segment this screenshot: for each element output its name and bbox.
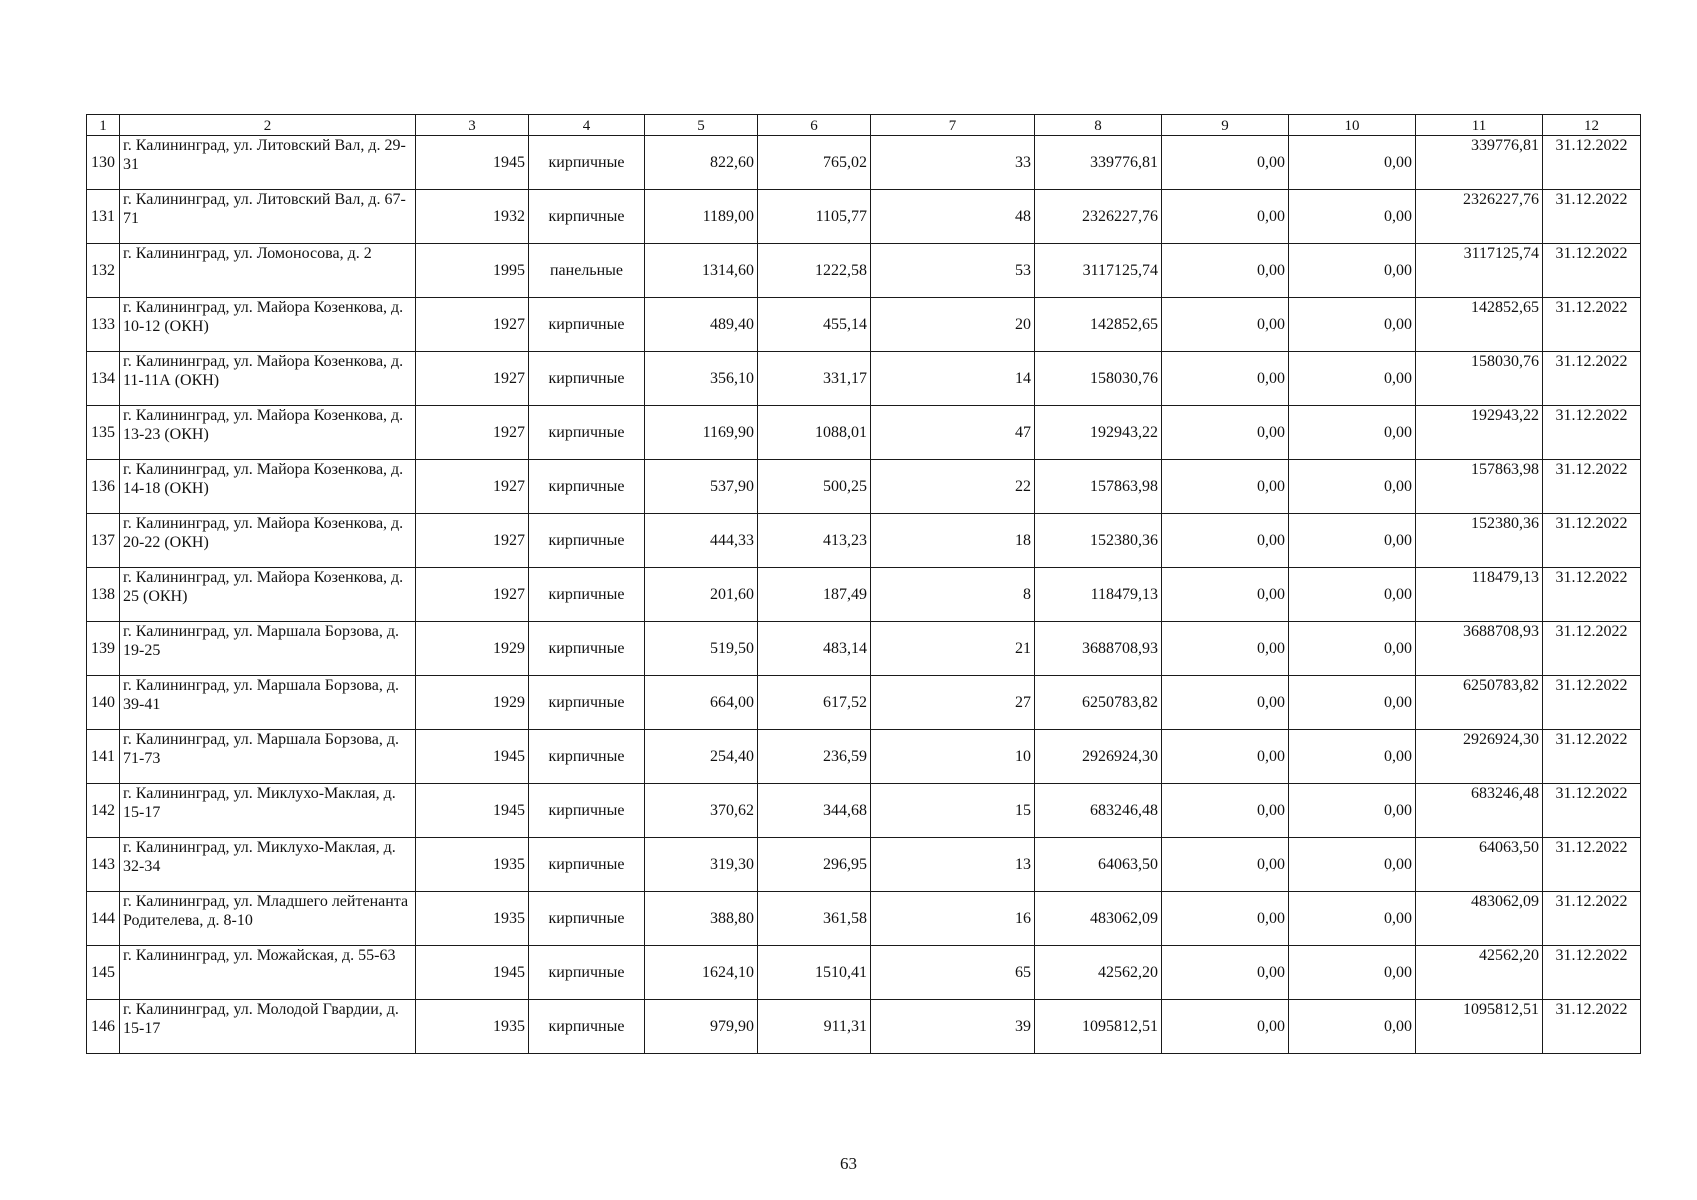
column-header-12: 12: [1543, 115, 1641, 136]
column-6-cell: 361,58: [758, 892, 871, 946]
column-9-cell: 0,00: [1162, 730, 1289, 784]
table-row: [87, 622, 1641, 676]
column-6-cell: 765,02: [758, 136, 871, 190]
column-7-cell: 48: [871, 190, 1035, 244]
column-6-cell: 1222,58: [758, 244, 871, 298]
column-9-cell: 0,00: [1162, 784, 1289, 838]
column-5-cell: 370,62: [645, 784, 758, 838]
column-5-cell: 254,40: [645, 730, 758, 784]
wall-material-cell: кирпичные: [529, 622, 645, 676]
column-10-cell: 0,00: [1289, 514, 1416, 568]
column-11-cell: 1095812,51: [1416, 1000, 1543, 1054]
address-cell: г. Калининград, ул. Майора Козенкова, д. 13-23 (ОКН): [120, 406, 416, 460]
row-number-cell: 138: [87, 568, 120, 622]
column-6-cell: 236,59: [758, 730, 871, 784]
row-number-cell: 142: [87, 784, 120, 838]
column-8-cell: 3688708,93: [1035, 622, 1162, 676]
column-8-cell: 118479,13: [1035, 568, 1162, 622]
row-number-cell: 137: [87, 514, 120, 568]
column-5-cell: 319,30: [645, 838, 758, 892]
column-6-cell: 1105,77: [758, 190, 871, 244]
column-7-cell: 8: [871, 568, 1035, 622]
table-row: [87, 1000, 1641, 1054]
completion-date-cell: 31.12.2022: [1543, 190, 1641, 244]
column-header-1: 1: [87, 115, 120, 136]
address-cell: г. Калининград, ул. Ломоносова, д. 2: [120, 244, 416, 298]
column-7-cell: 53: [871, 244, 1035, 298]
completion-date-cell: 31.12.2022: [1543, 568, 1641, 622]
wall-material-cell: кирпичные: [529, 838, 645, 892]
column-header-8: 8: [1035, 115, 1162, 136]
wall-material-cell: кирпичные: [529, 298, 645, 352]
completion-date-cell: 31.12.2022: [1543, 784, 1641, 838]
wall-material-cell: кирпичные: [529, 568, 645, 622]
column-11-cell: 3117125,74: [1416, 244, 1543, 298]
completion-date-cell: 31.12.2022: [1543, 1000, 1641, 1054]
column-6-cell: 1510,41: [758, 946, 871, 1000]
construction-year-cell: 1927: [416, 352, 529, 406]
address-cell: г. Калининград, ул. Майора Козенкова, д. 14-18 (ОКН): [120, 460, 416, 514]
column-6-cell: 617,52: [758, 676, 871, 730]
completion-date-cell: 31.12.2022: [1543, 460, 1641, 514]
completion-date-cell: 31.12.2022: [1543, 838, 1641, 892]
row-number-cell: 131: [87, 190, 120, 244]
table-row: [87, 676, 1641, 730]
page-number: 63: [840, 1154, 857, 1173]
column-5-cell: 1169,90: [645, 406, 758, 460]
column-5-cell: 1189,00: [645, 190, 758, 244]
table-row: [87, 460, 1641, 514]
column-9-cell: 0,00: [1162, 568, 1289, 622]
column-11-cell: 157863,98: [1416, 460, 1543, 514]
address-cell: г. Калининград, ул. Майора Козенкова, д. 25 (ОКН): [120, 568, 416, 622]
column-8-cell: 2326227,76: [1035, 190, 1162, 244]
row-number-cell: 136: [87, 460, 120, 514]
column-11-cell: 483062,09: [1416, 892, 1543, 946]
column-10-cell: 0,00: [1289, 568, 1416, 622]
column-5-cell: 489,40: [645, 298, 758, 352]
row-number-cell: 139: [87, 622, 120, 676]
column-header-3: 3: [416, 115, 529, 136]
address-cell: г. Калининград, ул. Можайская, д. 55-63: [120, 946, 416, 1000]
column-7-cell: 10: [871, 730, 1035, 784]
column-8-cell: 157863,98: [1035, 460, 1162, 514]
construction-year-cell: 1927: [416, 298, 529, 352]
column-8-cell: 3117125,74: [1035, 244, 1162, 298]
wall-material-cell: кирпичные: [529, 676, 645, 730]
column-11-cell: 64063,50: [1416, 838, 1543, 892]
completion-date-cell: 31.12.2022: [1543, 406, 1641, 460]
column-11-cell: 6250783,82: [1416, 676, 1543, 730]
wall-material-cell: кирпичные: [529, 946, 645, 1000]
column-7-cell: 33: [871, 136, 1035, 190]
construction-year-cell: 1927: [416, 460, 529, 514]
column-9-cell: 0,00: [1162, 244, 1289, 298]
column-9-cell: 0,00: [1162, 460, 1289, 514]
column-5-cell: 979,90: [645, 1000, 758, 1054]
column-8-cell: 42562,20: [1035, 946, 1162, 1000]
completion-date-cell: 31.12.2022: [1543, 622, 1641, 676]
column-7-cell: 21: [871, 622, 1035, 676]
column-8-cell: 6250783,82: [1035, 676, 1162, 730]
table-row: [87, 514, 1641, 568]
column-8-cell: 142852,65: [1035, 298, 1162, 352]
row-number-cell: 144: [87, 892, 120, 946]
column-9-cell: 0,00: [1162, 892, 1289, 946]
column-header-2: 2: [120, 115, 416, 136]
column-11-cell: 158030,76: [1416, 352, 1543, 406]
column-7-cell: 18: [871, 514, 1035, 568]
construction-year-cell: 1927: [416, 568, 529, 622]
wall-material-cell: кирпичные: [529, 730, 645, 784]
column-11-cell: 2926924,30: [1416, 730, 1543, 784]
column-header-4: 4: [529, 115, 645, 136]
column-5-cell: 444,33: [645, 514, 758, 568]
column-11-cell: 152380,36: [1416, 514, 1543, 568]
column-7-cell: 65: [871, 946, 1035, 1000]
column-8-cell: 2926924,30: [1035, 730, 1162, 784]
column-9-cell: 0,00: [1162, 136, 1289, 190]
construction-year-cell: 1995: [416, 244, 529, 298]
row-number-cell: 145: [87, 946, 120, 1000]
column-8-cell: 158030,76: [1035, 352, 1162, 406]
completion-date-cell: 31.12.2022: [1543, 946, 1641, 1000]
column-5-cell: 356,10: [645, 352, 758, 406]
column-9-cell: 0,00: [1162, 1000, 1289, 1054]
column-9-cell: 0,00: [1162, 838, 1289, 892]
column-11-cell: 683246,48: [1416, 784, 1543, 838]
table-row: [87, 244, 1641, 298]
column-10-cell: 0,00: [1289, 946, 1416, 1000]
column-5-cell: 388,80: [645, 892, 758, 946]
table-row: [87, 352, 1641, 406]
column-7-cell: 13: [871, 838, 1035, 892]
construction-year-cell: 1927: [416, 406, 529, 460]
wall-material-cell: кирпичные: [529, 460, 645, 514]
row-number-cell: 134: [87, 352, 120, 406]
construction-year-cell: 1929: [416, 676, 529, 730]
column-11-cell: 192943,22: [1416, 406, 1543, 460]
table-row: [87, 136, 1641, 190]
address-cell: г. Калининград, ул. Майора Козенкова, д. 10-12 (ОКН): [120, 298, 416, 352]
column-6-cell: 911,31: [758, 1000, 871, 1054]
completion-date-cell: 31.12.2022: [1543, 136, 1641, 190]
address-cell: г. Калининград, ул. Майора Козенкова, д. 11-11А (ОКН): [120, 352, 416, 406]
column-header-7: 7: [871, 115, 1035, 136]
construction-year-cell: 1935: [416, 892, 529, 946]
table-row: [87, 730, 1641, 784]
wall-material-cell: кирпичные: [529, 190, 645, 244]
housing-register-table: [86, 114, 1641, 1054]
column-6-cell: 483,14: [758, 622, 871, 676]
wall-material-cell: кирпичные: [529, 892, 645, 946]
column-9-cell: 0,00: [1162, 298, 1289, 352]
table-row: [87, 190, 1641, 244]
column-7-cell: 39: [871, 1000, 1035, 1054]
row-number-cell: 135: [87, 406, 120, 460]
address-cell: г. Калининград, ул. Литовский Вал, д. 67-71: [120, 190, 416, 244]
column-9-cell: 0,00: [1162, 514, 1289, 568]
table-row: [87, 298, 1641, 352]
column-10-cell: 0,00: [1289, 676, 1416, 730]
wall-material-cell: кирпичные: [529, 406, 645, 460]
completion-date-cell: 31.12.2022: [1543, 730, 1641, 784]
row-number-cell: 133: [87, 298, 120, 352]
column-8-cell: 683246,48: [1035, 784, 1162, 838]
address-cell: г. Калининград, ул. Маршала Борзова, д. 19-25: [120, 622, 416, 676]
column-9-cell: 0,00: [1162, 190, 1289, 244]
column-10-cell: 0,00: [1289, 136, 1416, 190]
construction-year-cell: 1945: [416, 136, 529, 190]
column-10-cell: 0,00: [1289, 838, 1416, 892]
column-header-11: 11: [1416, 115, 1543, 136]
column-6-cell: 187,49: [758, 568, 871, 622]
column-5-cell: 201,60: [645, 568, 758, 622]
completion-date-cell: 31.12.2022: [1543, 352, 1641, 406]
table-row: [87, 568, 1641, 622]
column-header-10: 10: [1289, 115, 1416, 136]
column-9-cell: 0,00: [1162, 406, 1289, 460]
table-row: [87, 946, 1641, 1000]
column-11-cell: 2326227,76: [1416, 190, 1543, 244]
column-5-cell: 537,90: [645, 460, 758, 514]
column-7-cell: 16: [871, 892, 1035, 946]
address-cell: г. Калининград, ул. Миклухо-Маклая, д. 32-34: [120, 838, 416, 892]
column-10-cell: 0,00: [1289, 244, 1416, 298]
column-number-header-row: [87, 115, 1641, 136]
column-10-cell: 0,00: [1289, 190, 1416, 244]
column-header-6: 6: [758, 115, 871, 136]
column-11-cell: 42562,20: [1416, 946, 1543, 1000]
construction-year-cell: 1945: [416, 946, 529, 1000]
column-9-cell: 0,00: [1162, 676, 1289, 730]
column-7-cell: 27: [871, 676, 1035, 730]
row-number-cell: 143: [87, 838, 120, 892]
column-10-cell: 0,00: [1289, 352, 1416, 406]
column-header-5: 5: [645, 115, 758, 136]
column-5-cell: 1624,10: [645, 946, 758, 1000]
column-5-cell: 1314,60: [645, 244, 758, 298]
column-10-cell: 0,00: [1289, 892, 1416, 946]
completion-date-cell: 31.12.2022: [1543, 676, 1641, 730]
construction-year-cell: 1935: [416, 838, 529, 892]
address-cell: г. Калининград, ул. Молодой Гвардии, д. 15-17: [120, 1000, 416, 1054]
table-row: [87, 784, 1641, 838]
column-11-cell: 142852,65: [1416, 298, 1543, 352]
column-8-cell: 64063,50: [1035, 838, 1162, 892]
wall-material-cell: панельные: [529, 244, 645, 298]
column-8-cell: 339776,81: [1035, 136, 1162, 190]
address-cell: г. Калининград, ул. Миклухо-Маклая, д. 15-17: [120, 784, 416, 838]
column-10-cell: 0,00: [1289, 784, 1416, 838]
column-6-cell: 500,25: [758, 460, 871, 514]
column-header-9: 9: [1162, 115, 1289, 136]
column-5-cell: 822,60: [645, 136, 758, 190]
construction-year-cell: 1929: [416, 622, 529, 676]
column-7-cell: 14: [871, 352, 1035, 406]
address-cell: г. Калининград, ул. Маршала Борзова, д. 39-41: [120, 676, 416, 730]
column-6-cell: 344,68: [758, 784, 871, 838]
column-10-cell: 0,00: [1289, 460, 1416, 514]
construction-year-cell: 1945: [416, 730, 529, 784]
column-6-cell: 296,95: [758, 838, 871, 892]
column-6-cell: 413,23: [758, 514, 871, 568]
column-8-cell: 192943,22: [1035, 406, 1162, 460]
address-cell: г. Калининград, ул. Маршала Борзова, д. 71-73: [120, 730, 416, 784]
column-7-cell: 20: [871, 298, 1035, 352]
wall-material-cell: кирпичные: [529, 352, 645, 406]
column-5-cell: 664,00: [645, 676, 758, 730]
column-8-cell: 483062,09: [1035, 892, 1162, 946]
construction-year-cell: 1927: [416, 514, 529, 568]
column-9-cell: 0,00: [1162, 622, 1289, 676]
column-10-cell: 0,00: [1289, 622, 1416, 676]
table-row: [87, 406, 1641, 460]
column-10-cell: 0,00: [1289, 730, 1416, 784]
construction-year-cell: 1935: [416, 1000, 529, 1054]
column-11-cell: 339776,81: [1416, 136, 1543, 190]
column-10-cell: 0,00: [1289, 1000, 1416, 1054]
table-row: [87, 892, 1641, 946]
row-number-cell: 141: [87, 730, 120, 784]
column-8-cell: 1095812,51: [1035, 1000, 1162, 1054]
column-9-cell: 0,00: [1162, 352, 1289, 406]
address-cell: г. Калининград, ул. Майора Козенкова, д. 20-22 (ОКН): [120, 514, 416, 568]
row-number-cell: 146: [87, 1000, 120, 1054]
column-8-cell: 152380,36: [1035, 514, 1162, 568]
column-7-cell: 47: [871, 406, 1035, 460]
row-number-cell: 132: [87, 244, 120, 298]
column-7-cell: 22: [871, 460, 1035, 514]
wall-material-cell: кирпичные: [529, 514, 645, 568]
table-row: [87, 838, 1641, 892]
column-11-cell: 3688708,93: [1416, 622, 1543, 676]
row-number-cell: 140: [87, 676, 120, 730]
column-9-cell: 0,00: [1162, 946, 1289, 1000]
column-6-cell: 455,14: [758, 298, 871, 352]
wall-material-cell: кирпичные: [529, 1000, 645, 1054]
column-7-cell: 15: [871, 784, 1035, 838]
address-cell: г. Калининград, ул. Младшего лейтенанта Родителева, д. 8-10: [120, 892, 416, 946]
column-6-cell: 331,17: [758, 352, 871, 406]
wall-material-cell: кирпичные: [529, 784, 645, 838]
column-11-cell: 118479,13: [1416, 568, 1543, 622]
column-5-cell: 519,50: [645, 622, 758, 676]
completion-date-cell: 31.12.2022: [1543, 892, 1641, 946]
wall-material-cell: кирпичные: [529, 136, 645, 190]
completion-date-cell: 31.12.2022: [1543, 244, 1641, 298]
construction-year-cell: 1932: [416, 190, 529, 244]
address-cell: г. Калининград, ул. Литовский Вал, д. 29-31: [120, 136, 416, 190]
row-number-cell: 130: [87, 136, 120, 190]
column-10-cell: 0,00: [1289, 298, 1416, 352]
construction-year-cell: 1945: [416, 784, 529, 838]
column-10-cell: 0,00: [1289, 406, 1416, 460]
completion-date-cell: 31.12.2022: [1543, 514, 1641, 568]
completion-date-cell: 31.12.2022: [1543, 298, 1641, 352]
column-6-cell: 1088,01: [758, 406, 871, 460]
